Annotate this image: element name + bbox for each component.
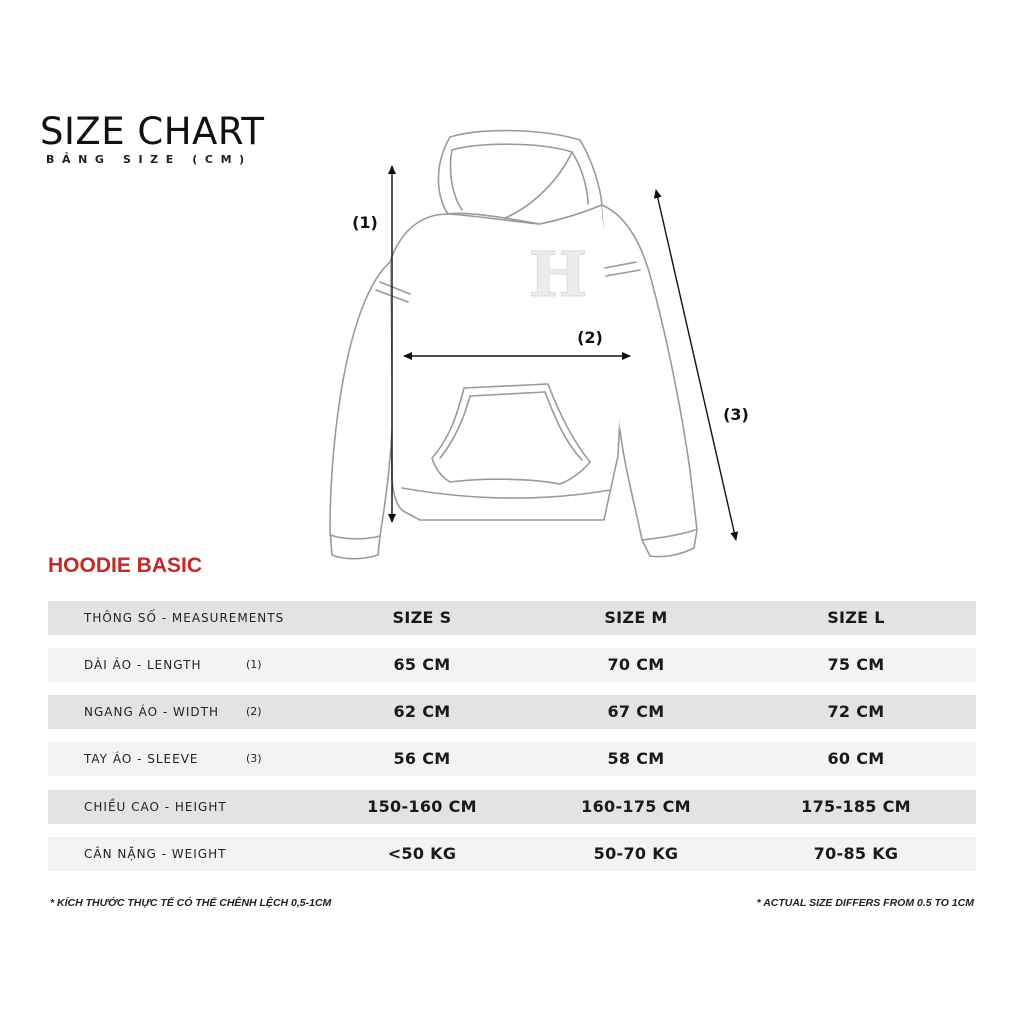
value-size-l: 175-185 CM: [801, 797, 911, 816]
table-row: [48, 695, 976, 729]
table-row: [48, 648, 976, 682]
row-ref: (3): [246, 752, 262, 765]
value-size-s: 62 CM: [393, 702, 451, 721]
value-size-m: 160-175 CM: [581, 797, 691, 816]
value-size-l: 72 CM: [827, 702, 885, 721]
product-name: HOODIE BASIC: [48, 554, 203, 577]
table-row: [48, 837, 976, 871]
row-label: DÀI ÁO - LENGTH: [84, 658, 202, 672]
row-ref: (1): [246, 658, 262, 671]
value-size-s: 65 CM: [393, 655, 451, 674]
row-ref: (2): [246, 705, 262, 718]
hoodie-outline-icon: [330, 131, 697, 559]
value-size-s: 56 CM: [393, 749, 451, 768]
header-size-m: SIZE M: [604, 608, 668, 627]
row-label: CHIỀU CAO - HEIGHT: [84, 800, 227, 814]
value-size-s: <50 KG: [387, 844, 457, 863]
header-size-l: SIZE L: [827, 608, 885, 627]
value-size-m: 50-70 KG: [593, 844, 679, 863]
row-label: TAY ÁO - SLEEVE: [84, 752, 199, 766]
note-english: * ACTUAL SIZE DIFFERS FROM 0.5 TO 1CM: [756, 897, 974, 909]
marker-length: (1): [352, 213, 378, 232]
value-size-l: 60 CM: [827, 749, 885, 768]
value-size-m: 70 CM: [607, 655, 665, 674]
table-row: [48, 742, 976, 776]
value-size-l: 70-85 KG: [813, 844, 899, 863]
value-size-m: 67 CM: [607, 702, 665, 721]
note-vietnamese: * KÍCH THƯỚC THỰC TẾ CÓ THỂ CHÊNH LỆCH 0,5-1CM: [50, 897, 332, 909]
value-size-s: 150-160 CM: [367, 797, 477, 816]
page-title: SIZE CHART: [40, 110, 265, 153]
row-label: CÂN NẶNG - WEIGHT: [84, 847, 227, 861]
header-size-s: SIZE S: [392, 608, 452, 627]
page-subtitle: BẢNG SIZE (CM): [46, 153, 252, 166]
marker-width: (2): [577, 328, 603, 347]
row-label: NGANG ÁO - WIDTH: [84, 705, 219, 719]
table-header-row: [48, 601, 976, 635]
table-row: [48, 790, 976, 824]
marker-sleeve: (3): [723, 405, 749, 424]
brand-logo-mark: H: [528, 238, 588, 311]
header-measurements-label: THÔNG SỐ - MEASUREMENTS: [84, 611, 285, 625]
value-size-m: 58 CM: [607, 749, 665, 768]
value-size-l: 75 CM: [827, 655, 885, 674]
